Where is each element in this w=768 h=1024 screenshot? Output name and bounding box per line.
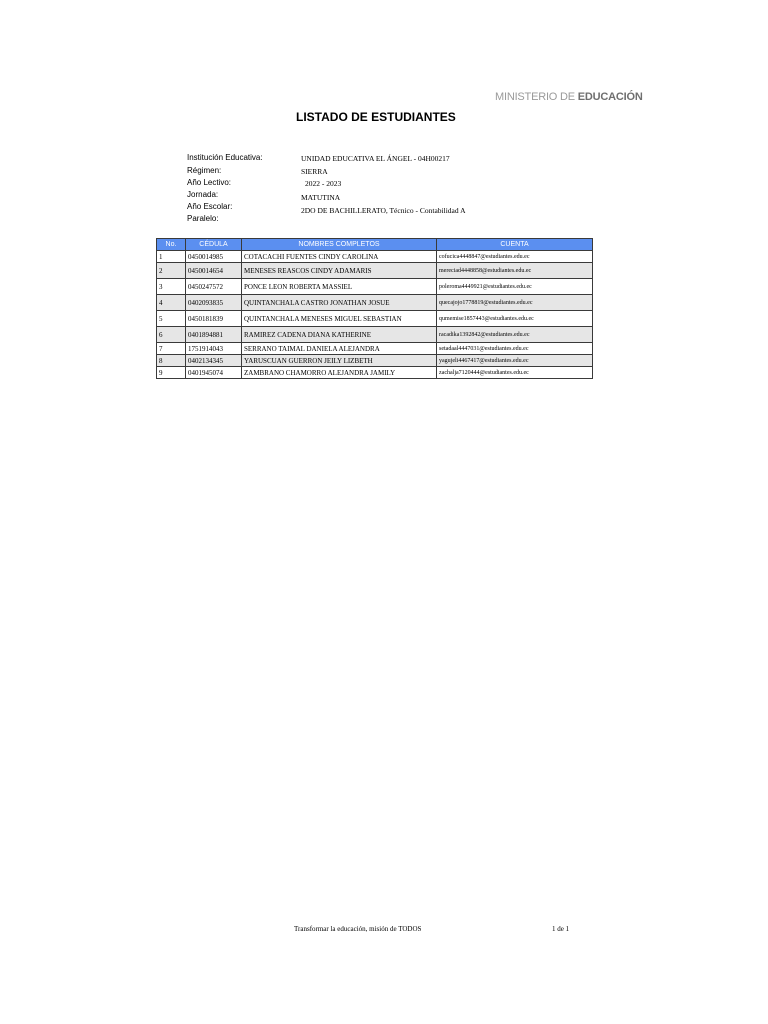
cell-cedula: 0450014654: [186, 263, 242, 279]
table-row: [157, 327, 593, 343]
students-table: [156, 238, 593, 379]
value-regimen: SIERRA: [301, 167, 328, 176]
header-cedula: CÉDULA: [186, 239, 242, 251]
table-header-row: [157, 239, 593, 251]
cell-cuenta: setadaal4447031@estudiantes.edu.ec: [437, 343, 593, 355]
cell-cuenta: poleroma4449921@estudiantes.edu.ec: [437, 279, 593, 295]
label-regimen: Régimen:: [187, 166, 222, 175]
label-paralelo: Paralelo:: [187, 214, 219, 223]
cell-no: 8: [157, 355, 186, 367]
label-jornada: Jornada:: [187, 190, 219, 199]
cell-no: 5: [157, 311, 186, 327]
header-nombres: NOMBRES COMPLETOS: [242, 239, 437, 251]
page-number: 1 de 1: [552, 925, 570, 933]
table-row: [157, 263, 593, 279]
value-anio-escolar: 2DO DE BACHILLERATO, Técnico - Contabilidad A: [301, 206, 466, 215]
cell-nombre: COTACACHI FUENTES CINDY CAROLINA: [242, 251, 437, 263]
cell-nombre: YARUSCUAN GUERRON JEILY LIZBETH: [242, 355, 437, 367]
cell-nombre: RAMIREZ CADENA DIANA KATHERINE: [242, 327, 437, 343]
cell-cedula: 0401945074: [186, 367, 242, 379]
cell-cuenta: cofucica4448847@estudiantes.edu.ec: [437, 251, 593, 263]
table-row: [157, 251, 593, 263]
cell-cuenta: yagujeli4467417@estudiantes.edu.ec: [437, 355, 593, 367]
cell-cedula: 0450247572: [186, 279, 242, 295]
cell-no: 2: [157, 263, 186, 279]
cell-nombre: SERRANO TAIMAL DANIELA ALEJANDRA: [242, 343, 437, 355]
footer-slogan: Transformar la educación, misión de TODOS: [294, 925, 422, 933]
cell-nombre: PONCE LEON ROBERTA MASSIEL: [242, 279, 437, 295]
table-row: [157, 279, 593, 295]
cell-cuenta: quecajojo1778819@estudiantes.edu.ec: [437, 295, 593, 311]
page-title: LISTADO DE ESTUDIANTES: [296, 110, 456, 124]
cell-nombre: ZAMBRANO CHAMORRO ALEJANDRA JAMILY: [242, 367, 437, 379]
table-row: [157, 355, 593, 367]
cell-cedula: 0402134345: [186, 355, 242, 367]
cell-no: 4: [157, 295, 186, 311]
cell-nombre: MENESES REASCOS CINDY ADAMARIS: [242, 263, 437, 279]
cell-cuenta: racadika1392842@estudiantes.edu.ec: [437, 327, 593, 343]
cell-nombre: QUINTANCHALA CASTRO JONATHAN JOSUE: [242, 295, 437, 311]
cell-cedula: 0450014985: [186, 251, 242, 263]
cell-no: 1: [157, 251, 186, 263]
header-cuenta: CUENTA: [437, 239, 593, 251]
cell-cuenta: zachalja7120444@estudiantes.edu.ec: [437, 367, 593, 379]
cell-cedula: 1751914043: [186, 343, 242, 355]
cell-cedula: 0401894881: [186, 327, 242, 343]
cell-nombre: QUINTANCHALA MENESES MIGUEL SEBASTIAN: [242, 311, 437, 327]
value-institucion: UNIDAD EDUCATIVA EL ÁNGEL - 04H00217: [301, 154, 450, 163]
label-anio-lectivo: Año Lectivo:: [187, 178, 232, 187]
table-row: [157, 367, 593, 379]
cell-no: 3: [157, 279, 186, 295]
cell-no: 6: [157, 327, 186, 343]
header-no: No.: [157, 239, 186, 251]
label-institucion: Institución Educativa:: [187, 153, 263, 162]
ministerio-logo: MINISTERIO DE EDUCACIÓN: [495, 91, 643, 103]
table-row: [157, 311, 593, 327]
value-jornada: MATUTINA: [301, 193, 341, 202]
cell-no: 9: [157, 367, 186, 379]
table-row: [157, 343, 593, 355]
cell-no: 7: [157, 343, 186, 355]
value-anio-lectivo: 2022 - 2023: [305, 179, 342, 188]
cell-cedula: 0450181839: [186, 311, 242, 327]
cell-cedula: 0402093835: [186, 295, 242, 311]
cell-cuenta: mereciad4448858@estudiantes.edu.ec: [437, 263, 593, 279]
table-row: [157, 295, 593, 311]
label-anio-escolar: Año Escolar:: [187, 202, 233, 211]
cell-cuenta: qumemise1857443@estudiantes.edu.ec: [437, 311, 593, 327]
